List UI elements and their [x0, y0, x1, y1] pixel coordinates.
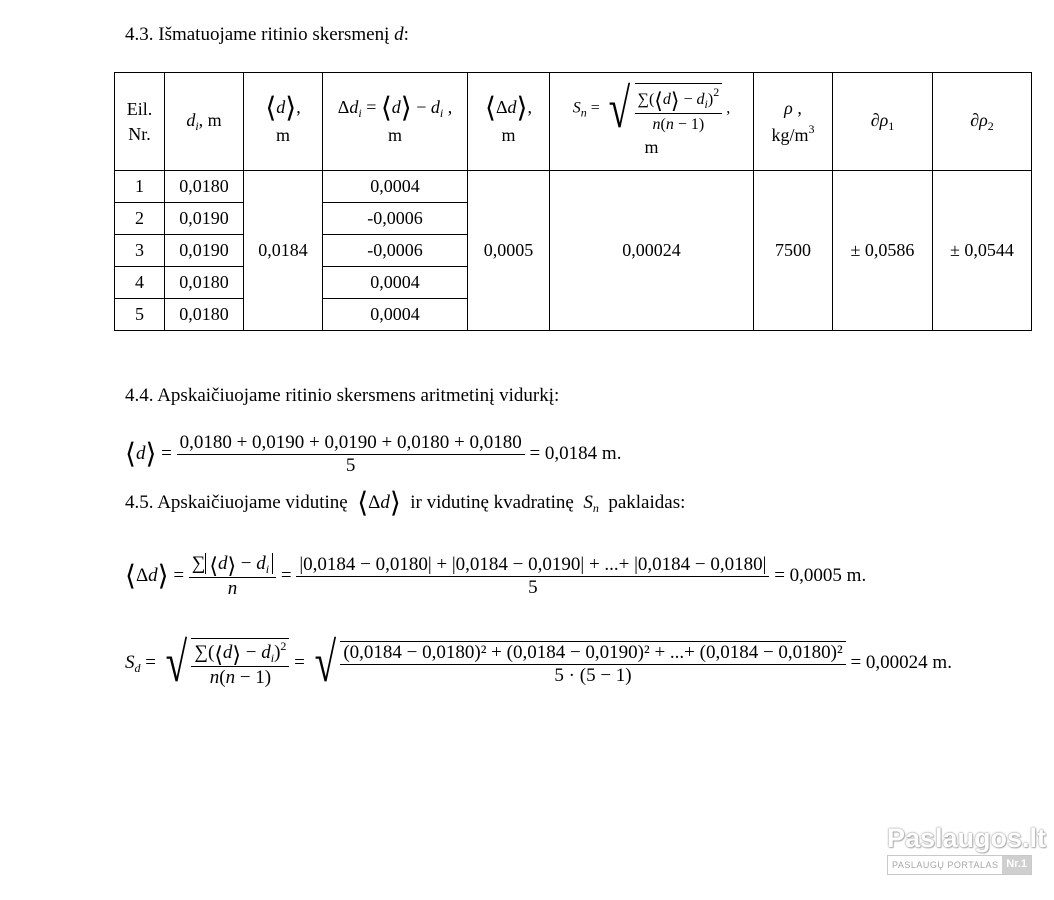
numerator: |0,0184 − 0,0180| + |0,0184 − 0,0190| + ...+ |0,0184 − 0,0180| [296, 554, 769, 577]
section-variable: d [394, 24, 404, 45]
result: = 0,00024 m. [850, 651, 952, 673]
radical: √ (0,0184 − 0,0180)² + (0,0184 − 0,0190)² + ...+ (0,0184 − 0,0180)² 5 · (5 − 1) [310, 638, 846, 688]
section-heading-4-5: 4.5. Apskaičiuojame vidutinę ⟨Δd⟩ ir vidutinę kvadratinę $S_n$ paklaidas: [125, 488, 686, 519]
sub: 2 [987, 119, 994, 134]
unit: , m [198, 110, 222, 131]
fraction: $\frac{\sum ⟨d⟩ - d_i}{n}$ [189, 553, 276, 600]
header-line: Nr. [128, 123, 151, 144]
radical: √ $\frac{\sum(⟨d⟩ - d_i)^2}{n(n - 1)}$ [604, 83, 722, 135]
section-number: 4.5. [125, 492, 154, 513]
sub: 1 [888, 119, 895, 134]
unit: m [387, 125, 402, 146]
header-sn: $S_n$ = √ $\frac{\sum(⟨d⟩ - d_i)^2}{n(n - 1)}$ , m [550, 73, 754, 171]
cell-di: 0,0190 [165, 203, 244, 235]
measurement-table [114, 72, 1032, 331]
equation-mean-deviation: ⟨Δd⟩ = $\frac{\sum ⟨d⟩ - d_i}{n}$ = |0,0184 − 0,0180| + |0,0184 − 0,0190| + ...+ |0,0184 − 0,0180| 5 = 0,0005 m. [125, 553, 867, 599]
table-row [115, 171, 1032, 203]
denominator: 5 [528, 577, 538, 598]
equation-std-deviation: $S_d$ = √ $\frac{\sum(⟨d⟩ - d_i)^2}{n(n - 1)}$ = √ (0,0184 − 0,0180)² + (0,0184 − 0,0190)² + ...+ (0,0184 − 0,0180)² 5 · (5 − 1) = 0,00024 m. [125, 632, 952, 695]
colon: : [403, 24, 409, 45]
unit: m [275, 125, 290, 146]
cell-sn: 0,00024 [550, 171, 754, 331]
cell-delta: -0,0006 [323, 235, 468, 267]
watermark-badge: Nr.1 [1002, 856, 1031, 874]
exponent: 3 [808, 121, 815, 136]
rho-symbol: ρ [784, 98, 793, 119]
cell-di: 0,0190 [165, 235, 244, 267]
sub-i: i [195, 119, 199, 134]
header-delta-di: $\Delta d_i$ = ⟨d⟩ − $d_i$ , m [323, 73, 468, 171]
header-drho2 [933, 73, 1032, 171]
section-text: Apskaičiuojame vidutinę [157, 492, 348, 513]
partial-rho: ∂ρ [970, 110, 988, 131]
header-drho1 [833, 73, 933, 171]
section-heading-4-4 [125, 385, 559, 407]
header-mean-delta: ⟨Δd⟩, m [468, 73, 550, 171]
cell-di: 0,0180 [165, 299, 244, 331]
cell-nr: 1 [115, 171, 165, 203]
denominator: 5 [345, 455, 356, 476]
section-text: ir vidutinę kvadratinę [410, 492, 574, 513]
var-d: d [186, 110, 196, 131]
header-rho: ρ , $kg/m^3$ [754, 73, 833, 171]
watermark-brand: Paslaugos.lt [887, 823, 1047, 853]
denominator: 5 · (5 − 1) [554, 664, 632, 686]
unit: m [501, 125, 516, 146]
header-line: Eil. [126, 99, 153, 120]
header-mean-d: ⟨d⟩, m [244, 73, 323, 171]
header-di [165, 73, 244, 171]
table-header-row [115, 73, 1032, 171]
cell-delta: 0,0004 [323, 267, 468, 299]
section-number: 4.4. [125, 385, 154, 406]
cell-mean-delta: 0,0005 [468, 171, 550, 331]
radical: √ $\frac{\sum(⟨d⟩ - d_i)^2}{n(n - 1)}$ [161, 638, 290, 689]
cell-nr: 2 [115, 203, 165, 235]
section-text: paklaidas: [608, 492, 686, 513]
cell-rho: 7500 [754, 171, 833, 331]
cell-delta: 0,0004 [323, 171, 468, 203]
section-heading-4-3 [125, 24, 409, 46]
section-number: 4.3. [125, 24, 154, 45]
cell-di: 0,0180 [165, 267, 244, 299]
numerator: 0,0180 + 0,0190 + 0,0190 + 0,0180 + 0,0180 [177, 432, 525, 455]
result: = 0,0005 m. [774, 564, 867, 586]
fraction [296, 554, 769, 599]
partial-rho: ∂ρ [870, 110, 889, 131]
watermark-strip [887, 855, 1032, 875]
result: = 0,0184 m. [529, 442, 622, 464]
numerator: (0,0184 − 0,0180)² + (0,0184 − 0,0190)² + ...+ (0,0184 − 0,0180)² [340, 642, 845, 665]
fraction [177, 432, 525, 477]
section-text: Apskaičiuojame ritinio skersmens aritmetinį vidurkį: [157, 385, 560, 406]
watermark-tagline: PASLAUGŲ PORTALAS [892, 860, 999, 870]
cell-mean-d: 0,0184 [244, 171, 323, 331]
cell-drho2: ± 0,0544 [933, 171, 1032, 331]
header-row-number [115, 73, 165, 171]
cell-delta: -0,0006 [323, 203, 468, 235]
cell-drho1: ± 0,0586 [833, 171, 933, 331]
watermark-logo [887, 823, 1047, 878]
cell-nr: 3 [115, 235, 165, 267]
cell-nr: 5 [115, 299, 165, 331]
section-text: Išmatuojame ritinio skersmenį [158, 24, 390, 45]
unit: kg/m [771, 124, 809, 145]
cell-nr: 4 [115, 267, 165, 299]
unit: m [644, 137, 659, 158]
equation-mean: ⟨d⟩ = $\frac{0,0180 + 0,0190 + 0,0190 + 0,0180 + 0,0180}{5}$ = 0,0184 m. [125, 432, 622, 476]
cell-di: 0,0180 [165, 171, 244, 203]
cell-delta: 0,0004 [323, 299, 468, 331]
